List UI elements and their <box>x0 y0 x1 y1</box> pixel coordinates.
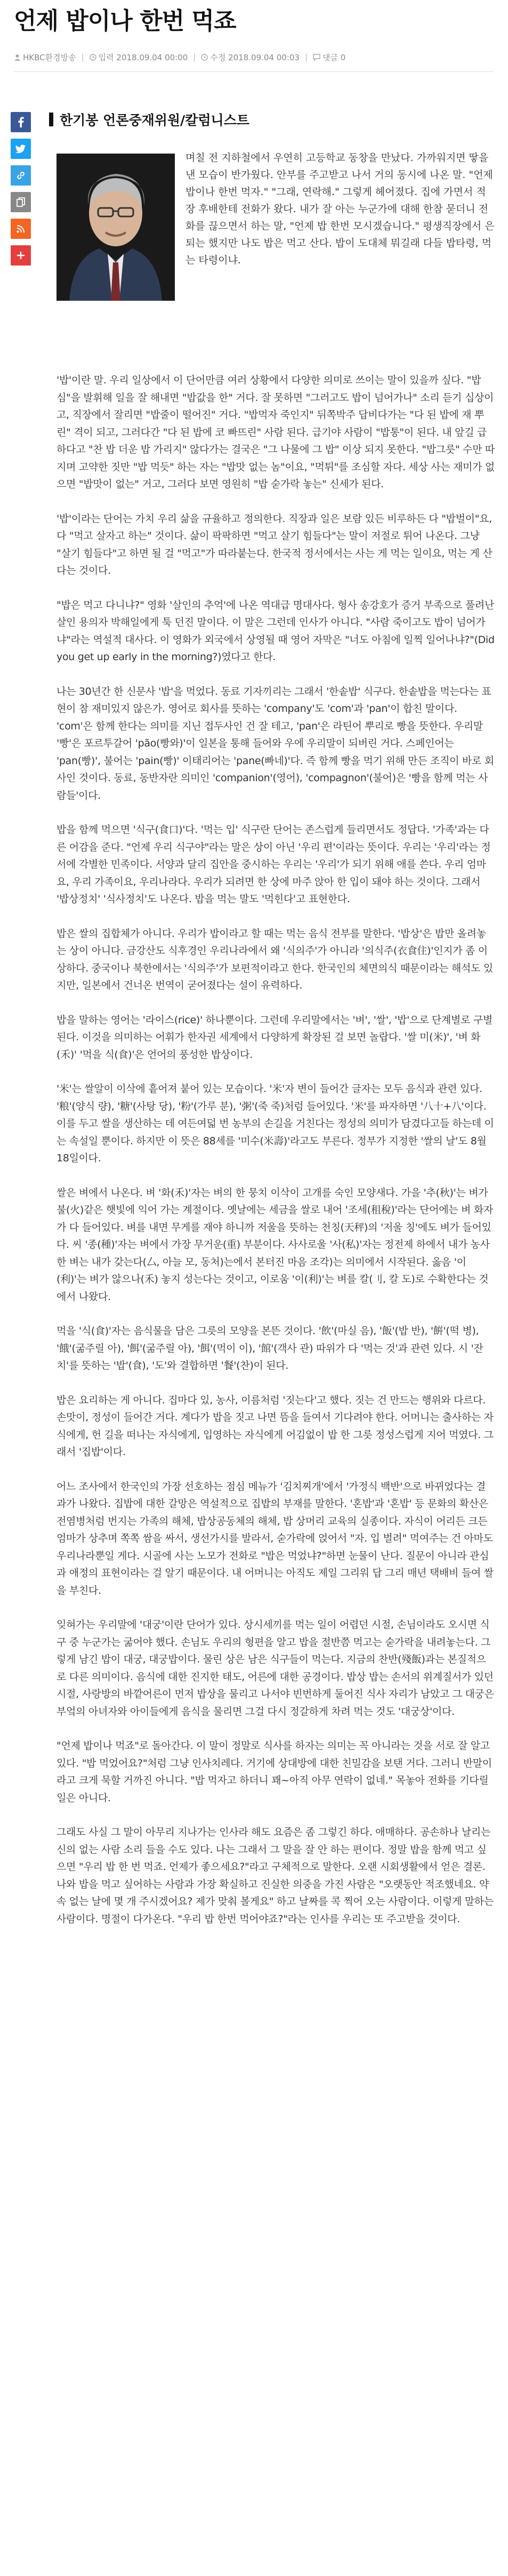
meta-divider: | <box>304 52 308 62</box>
modified-item <box>201 52 300 63</box>
clock-icon <box>201 54 208 61</box>
author-portrait-image <box>57 154 175 301</box>
clock-icon <box>90 54 96 61</box>
lead-paragraph: 며칠 전 지하철에서 우연히 고등학교 동창을 만났다. 가까워지면 땋을 낸 모습이 반가웠다. 안부를 주고받고 나서 거의 동시에 나온 말. "언제 밥이나 한번 먹자." "그래, 연락해." 그렇게 헤어졌다. 집에 가면서 적장 후배한테 전화가 왔다. 내가 잘 아는 누군가에 대해 한참 묻더니 전화를 끊으면서 하는 말, "언제 밥 한번 모시겠습니다." 평생직장에서 은퇴는 했지만 나도 밥은 먹고 산다. 밥이 도대체 뭐길래 다들 밥타령, 먹는 타령이냐. <box>186 152 495 266</box>
twitter-icon <box>15 145 26 154</box>
article-source: HKBC환경방송 <box>23 52 76 62</box>
header-divider <box>14 71 494 72</box>
link-icon <box>16 171 26 180</box>
body-paragraph: 밥을 말하는 영어는 '라이스(rice)' 하나뿐이다. 그런데 우리말에서는 '벼', '쌀', '밥'으로 단계별로 구별된다. 이것을 의미하는 어휘가 한자권 세계에서 다양하게 확장된 걸 보면 놀랍다. '쌀 미(米)', '벼 화(禾)' '먹을 식(食)'은 언어의 풍성한 밥상이다. <box>57 1014 493 1061</box>
article-title: 언제 밥이나 한번 먹죠 <box>14 7 236 35</box>
published-item <box>90 52 188 63</box>
copy-icon <box>17 197 25 207</box>
user-icon <box>14 54 21 61</box>
source-item <box>14 52 76 63</box>
share-toolbar <box>11 112 31 272</box>
meta-divider: | <box>193 52 196 62</box>
body-paragraph: 그래도 사실 그 말이 아무리 지나가는 인사라 해도 요즘은 좀 그렇긴 하다. 애매하다. 공손하나 날리는 신의 없는 사람 소리 들을 수도 있다. 나는 그래서 그 말을 잘 안 하는 편이다. 정말 밥을 함께 먹고 싶으면 "우리 밥 한 번 먹죠. 언제가 좋으세요?"라고 구체적으로 말한다. 오랜 시회생활에서 얻은 결론. 나와 밥을 먹고 싶어하는 사람과 가장 확실하고 진실한 의중을 가진 사람은 "오랫동안 적조했네요. 약속 없는 날에 몇 개 주시겠어요? 제가 맞춰 볼게요" 하고 날짜를 콕 찍어 오는 사람이다. 이렇게 말하는 사람이다. 명절이 다가온다. "우리 밥 한번 먹어야죠?"라는 인사를 우리는 또 주고받을 것이다. <box>57 1826 494 1925</box>
link-share-button[interactable] <box>11 165 31 186</box>
body-paragraph: 먹을 '식(食)'자는 음식물을 담은 그릇의 모양을 본뜬 것이다. '飲'(마실 음), '飯'(밥 반), '餠'(떡 병), '餓'(굶주릴 아), '餌'(굶주릴 아), '餌'(먹이 이), '館'(객사 관) 따위가 다 '먹는 것'과 관련 있다. 시 '잔치'를 뜻하는 '밥'(食), '도'와 결합하면 '餐'(찬)이 된다. <box>57 1325 483 1371</box>
facebook-icon <box>17 117 25 127</box>
body-paragraph: '밥'이라는 단어는 가치 우리 삶을 규율하고 정의한다. 직장과 일은 보람 있든 비루하든 다 "밥벌이"요, 다 "먹고 살자고 하는" 것이다. 삶이 팍팍하면 "먹고 살기 힘들다"는 말이 저절로 튀어 나온다. 그냥 "살기 힘들다"고 하면 될 걸 "먹고"가 따라붙는다. 한국적 정서에서는 사는 게 먹는 일이요, 먹는 게 산다는 것이다. <box>57 512 493 576</box>
body-paragraph: 어느 조사에서 한국인의 가장 선호하는 점심 메뉴가 '김치찌개'에서 '가정식 백반'으로 바뀌었다는 결과가 나왔다. 집밥에 대한 갈망은 역설적으로 집밥의 부재를 말한다. '혼밥'과 '혼밥' 등 문화의 확산은 전염병처럼 번지는 가족의 해체, 밥상공동체의 해체, 밥 상머리 교육의 실종이다. 자식이 어리든 크든 엄마가 상추며 쪽쪽 쌈을 싸서, 생선가시를 발라서, 숟가락에 얹어서 "자. 입 벌려" 먹여주는 건 아마도 우리나라뿐일 게다. 시골에 사는 노모가 전화로 "밥은 먹었냐?"하면 눈물이 난다. 질문이 아니라 관심과 애정의 표현이라는 걸 알기 때문이다. 내 어머니는 아직도 제일 그리워 답 그리 매년 택배비 들여 쌀을 부친다. <box>57 1480 494 1596</box>
more-icon <box>17 251 25 260</box>
copy-button[interactable] <box>11 192 31 212</box>
author-name: 한기봉 언론중재위원/칼럼니스트 <box>60 113 249 128</box>
body-paragraph: '밥'이란 말. 우리 일상에서 이 단어만큼 여러 상황에서 다양한 의미로 쓰이는 말이 있을까 싶다. "밥심"을 발휘해 일을 잘 해내면 "밥값을 한" 거다. 잘 못하면 "그러고도 밥이 넘어가나" 소리 듣기 십상이고, 직장에서 잘리면 "밥줄이 떨어진" 거다. "밥먹자 죽인지" 뒤쪽박주 답비다가는 "다 된 밥에 재 뿌린" 격이 되고, 그러다간 "다 된 밥에 코 빠뜨린" 사람 된다. 급기야 사람이 "밥통"이 된다. 내 앞길 급하다고 "찬 밥 더운 밥 가리지" 않다가는 결국은 "그 나물에 그 밥" 이상 되지 못한다. "밥그릇" 수만 따지며 고약한 짓만 "밥 먹듯" 하는 자는 "밥맛 없는 놈"이요, "먹튀"를 조심할 자다. 세상 사는 재미가 없으면 "밥맛이 없는" 거고, 그러다 보면 영원히 "밥 숟가락 놓는" 신세가 된다. <box>57 374 495 490</box>
body-paragraph: 밥을 함께 먹으면 '식구(食口)'다. '먹는 입' 식구란 단어는 존스럽게 들리면서도 정답다. '가족'과는 다른 어감을 준다. "언제 우리 식구야"라는 말은 상이 아닌 '우리 편'이라는 뜻이다. 우리는 '우리'라는 정서에 각별한 민족이다. 서양과 달리 집안을 중시하는 우리는 '우리'가 되기 위해 애를 쓴다. 우리 엄마요, 우리 가족이요, 우리나라다. 우리가 되려면 한 상에 마주 앉아 한 입이 돼야 하는 것이다. 그래서 '밥상정치' '식사정치'도 나온다. 밥을 먹는 말도 '먹힌다'고 표현한다. <box>57 824 491 905</box>
facebook-share-button[interactable] <box>11 112 31 132</box>
body-paragraph: "밥은 먹고 다니냐?" 영화 '살인의 추억'에 나온 역대급 명대사다. 형사 송강호가 증거 부족으로 풀려난 살인 용의자 박해일에게 툭 던진 말이다. 이 말은 그런데 인사가 아니다. "사람 죽이고도 밥이 넘어가냐"라는 역설적 대사다. 이 영화가 외국에서 상영될 때 영어 자막은 "너도 아침에 일찍 일어나냐?"(Did you get up early in the morning?)였다고 한다. <box>57 599 495 663</box>
article-meta <box>14 51 494 63</box>
comment-icon <box>313 54 320 61</box>
body-paragraph: 나는 30년간 한 신문사 '밥'을 먹었다. 동료 기자끼리는 그래서 '한솥밥' 식구다. 한솥밥을 먹는다는 표현이 참 재미있지 않은가. 영어로 회사를 뜻하는 'company'도 'com'과 'pan'이 합친 말이다. 'com'은 함께 한다는 의미를 지닌 접두사인 건 잘 테고, 'pan'은 라틴어 뿌리로 빵을 뜻한다. 우리말 '빵'은 포르투갈어 'pão(빵와)'이 일본을 통해 들어와 우에 우리말이 되버린 거다. 스페인어는 'pan(빵)', 불어는 'pain(빵)' 이태리어는 'pane(빠네)'다. 즉 함께 빵을 먹기 위해 만든 조직이 바로 회사인 것이다. 동료, 동반자란 의미인 'companion'(영어), 'compagnon'(불어)은 '빵을 함께 먹는 사람들'이다. <box>57 685 494 801</box>
comment-count[interactable]: 댓글 0 <box>322 52 346 62</box>
twitter-share-button[interactable] <box>11 139 31 159</box>
more-share-button[interactable] <box>11 245 31 266</box>
body-paragraph: 잊혀가는 우리말에 '대궁'이란 단어가 있다. 상시세끼를 먹는 일이 어렵던 시절, 손님이라도 오시면 식구 중 누군가는 굶어야 했다. 손님도 우리의 형편을 알고 밥을 절반쯤 먹고는 숟가락을 내려놓는다. 그렇게 남긴 밥이 대궁, 대궁밥이다. 물린 상은 남은 식구들이 먹는다. 지금의 찬반(殘飯)과는 본질적으로 다른 의미이다. 음식에 대한 진지한 태도, 어른에 대한 공경이다. 밥상 밥는 손서의 위계질서가 있던 시절, 사랑방의 바깥어른이 먼저 밥상을 물리고 나서야 빈번하게 둘어진 식사 자리가 남았고 그 대궁은 부엌의 아녀자와 아이들에게 음식을 물리면 그걸 다시 정갈하게 차려 먹는 것도 '대궁상'이다. <box>57 1619 494 1718</box>
author-photo <box>57 154 175 301</box>
body-paragraph: "언제 밥이나 먹죠"로 돌아간다. 이 말이 정말로 식사를 하자는 의미는 꼭 아니라는 것을 서로 잘 알고 있다. "밥 먹었어요?"처럼 그냥 인사치레다. 거기에 상대방에 대한 친밀감을 보탠 거다. 그러니 반말이라고 크게 묵할 거까진 아니다. "밥 먹자고 하더니 꽤~아직 아무 연락이 없네." 목놓아 전화를 기다릴 일은 아니다. <box>57 1740 492 1804</box>
published-date: 입력 2018.09.04 00:00 <box>98 52 188 62</box>
byline-bar <box>49 113 53 126</box>
rss-icon <box>17 224 25 233</box>
comments-item[interactable] <box>313 52 345 63</box>
modified-date: 수정 2018.09.04 00:03 <box>210 52 300 62</box>
body-paragraph: 밥은 쌀의 집합체가 아니다. 우리가 밥이라고 할 때는 먹는 음식 전부를 말한다. '밥상'은 밥만 올려놓는 상이 아니다. 금강산도 식후경인 우리나라에서 왜 '식의주'가 아니라 '의식주(衣食住)'인지가 좀 이상하다. 중국이나 북한에서는 '식의주'가 보편적이라고 한다. 한국인의 체면의식 때문이라는 해석도 있지만, 일본에서 건너온 번역이 굳어졌다는 설이 유력하다. <box>57 927 493 991</box>
body-paragraph: 밥은 요리하는 게 아니다. 집마다 있, 농사, 이름처럼 '짓는다'고 했다. 짓는 건 만드는 행위와 다르다. 손맛이, 정성이 들어간 거다. 계다가 밥을 짓고 나면 뜸을 들여서 기다려야 한다. 어머니는 출사하는 자식에게, 헌 길을 떠나는 자식에게, 입영하는 자식에게 어김없이 밥 한 그릇 정성스럽게 지어 먹였다. 그래서 '집밥'이다. <box>57 1394 494 1458</box>
author-byline <box>49 110 249 129</box>
body-paragraph: '米'는 쌀알이 이삭에 흩어져 붙어 있는 모습이다. '米'자 변이 들어간 글자는 모두 음식과 관련 있다. '粮'(양식 량), '糖'(사탕 당), '粉'(가루 분), '粥'(죽 죽)처럼 들어있다. '米'를 파자하면 '八十+八'이다. 이를 두고 쌀을 생산하는 데 여든여덟 번 농부의 손길을 거친다는 정성의 의미가 담겼다고들 하는데 이는 속설일 뿐이다. 하지만 이 뜻은 88세를 '미수(米壽)'라고도 부른다. 정부가 지정한 '쌀의 날'도 8월 18일이다. <box>57 1083 494 1164</box>
body-paragraph: 쌀은 벼에서 나온다. 벼 '화(禾)'자는 벼의 한 뭉치 이삭이 고개를 숙인 모양새다. 가을 '추(秋)'는 벼가 불(火)같은 햇빛에 익어 가는 계절이다. 옛날에는 세금을 쌀로 내어 '조세(租稅)'라는 단어에는 벼 화자가 다 들어있다. 벼를 내면 무게를 재야 하니까 저울을 뜻하는 천칭(天秤)의 '저울 칭'에도 벼가 들어있다. 씨 '종(種)'자는 벼에서 가장 무거운(重) 부분이다. 사사로울 '사(私)'자는 정전제 하에서 내가 농사한 벼는 내가 갖는다(厶, 아늘 모, 동처)는에서 본터진 마음 조각)는 의미에서 시작된다. 옳음 '이(利)'는 벼가 않으나(禾) 놓지 성는다는 것이고, 이로움 '이(利)'는 벼를 칼(刂, 칼 도)로 수확한다는 것에서 나왔다. <box>57 1186 493 1303</box>
article-body <box>57 372 495 1945</box>
rss-button[interactable] <box>11 219 31 239</box>
meta-divider: | <box>81 52 84 62</box>
